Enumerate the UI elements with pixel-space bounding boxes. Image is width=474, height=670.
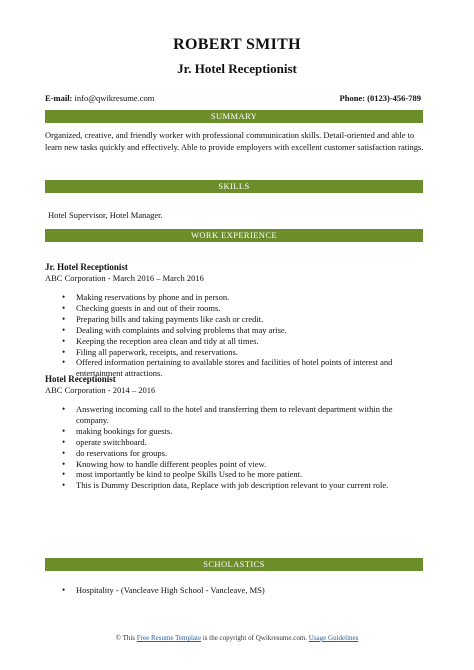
email-block (45, 93, 154, 103)
candidate-title: Jr. Hotel Receptionist (177, 61, 297, 76)
phone-label: Phone: (339, 93, 366, 103)
list-item: • making bookings for guests. (62, 426, 422, 437)
job-title: Hotel Receptionist (45, 374, 116, 384)
list-item: • Checking guests in and out of their rooms. (62, 303, 422, 314)
summary-heading: SUMMARY (45, 110, 423, 123)
phone-block (340, 93, 421, 103)
job-bullets (62, 292, 422, 379)
usage-guidelines-link[interactable]: Usage Guidelines (308, 634, 359, 642)
job-meta: ABC Corporation - 2014 – 2016 (45, 385, 156, 395)
list-item: • Hospitality - (Vancleave High School - Vancleave, MS) (62, 585, 422, 596)
list-item: • Making reservations by phone and in person. (62, 292, 422, 303)
list-item: • Keeping the reception area clean and tidy at all times. (62, 336, 422, 347)
footer-middle: is the copyright of Qwikresume.com. (202, 634, 308, 642)
list-item: • operate switchboard. (62, 437, 422, 448)
footer-prefix: © This (115, 634, 136, 642)
list-item: • Dealing with complaints and solving problems that may arise. (62, 325, 422, 336)
list-item: • This is Dummy Description data, Replace with job description relevant to your current role. (62, 480, 422, 491)
email-label: E-mail: (45, 93, 73, 103)
summary-text: Organized, creative, and friendly worker with professional communication skills. Detail-oriented and able to learn new tasks quickly and effectively. Able to provide employers with excellent customer satisfaction ratings. (45, 130, 424, 152)
job-meta: ABC Corporation - March 2016 – March 2016 (45, 273, 204, 283)
job-title: Jr. Hotel Receptionist (45, 262, 128, 272)
contact-row (45, 93, 421, 103)
scholastics-heading: SCHOLASTICS (45, 558, 423, 571)
list-item: • Knowing how to handle different peoples point of view. (62, 459, 422, 470)
skills-heading: SKILLS (45, 180, 423, 193)
footer (0, 634, 474, 642)
list-item: • Offered information pertaining to available stores and facilities of hotel points of interest and entertainment attractions. (62, 357, 422, 379)
scholastics-list (62, 585, 422, 596)
list-item: • Answering incoming call to the hotel and transferring them to relevant department within the company. (62, 404, 422, 426)
free-resume-template-link[interactable]: Free Resume Template (136, 634, 202, 642)
job-bullets (62, 404, 422, 491)
list-item: • do reservations for groups. (62, 448, 422, 459)
skills-text: Hotel Supervisor, Hotel Manager. (48, 210, 163, 220)
email-value[interactable]: info@qwikresume.com (74, 93, 155, 103)
work-experience-heading: WORK EXPERIENCE (45, 229, 423, 242)
list-item: • Preparing bills and taking payments like cash or credit. (62, 314, 422, 325)
list-item: • most importantly be kind to peolpe Skills Used to be more patient. (62, 469, 422, 480)
list-item: • Filing all paperwork, receipts, and reservations. (62, 347, 422, 358)
candidate-name: ROBERT SMITH (173, 36, 301, 53)
phone-value: (0123)-456-789 (367, 93, 421, 103)
